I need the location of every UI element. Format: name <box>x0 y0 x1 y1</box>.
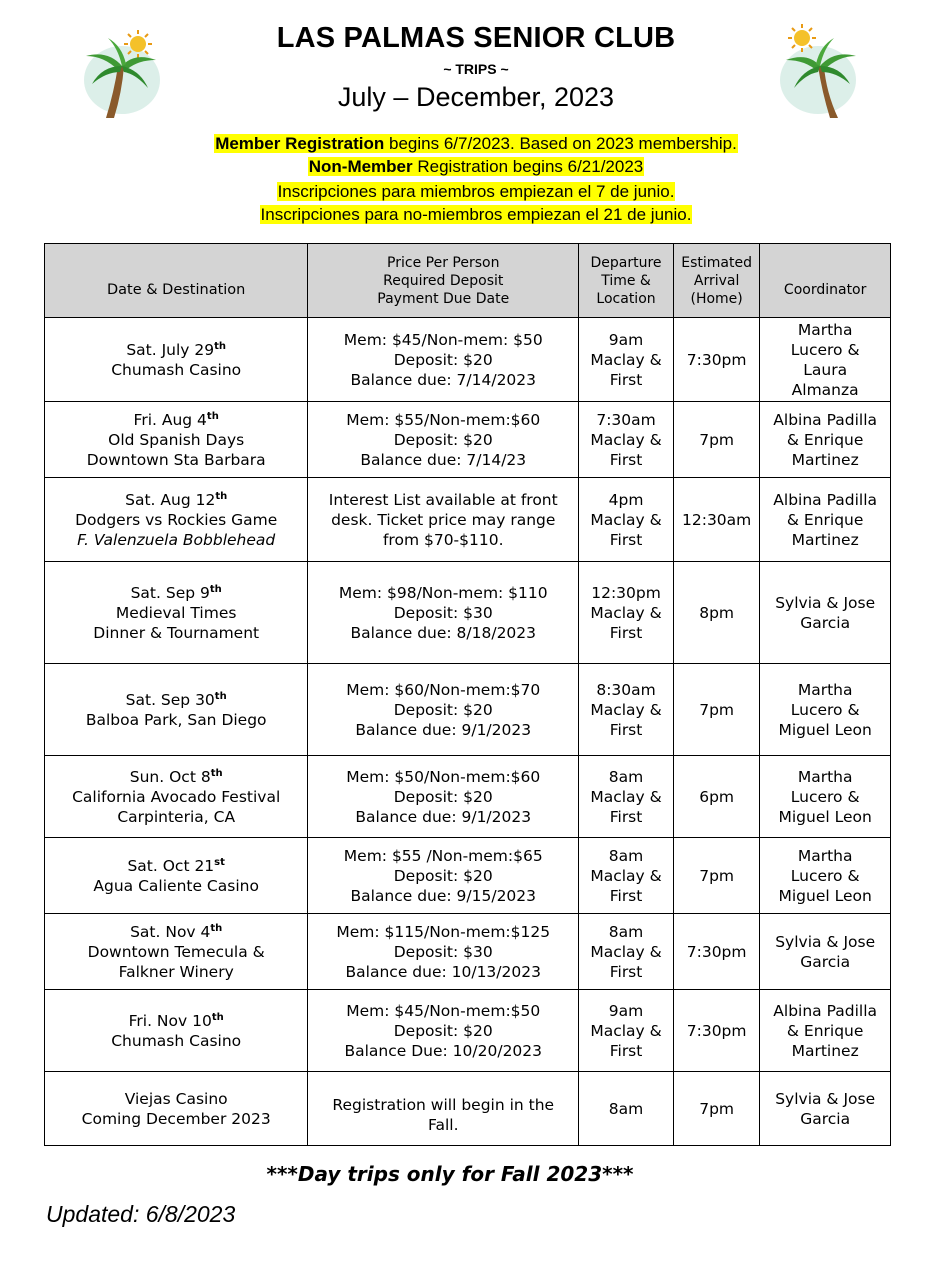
header-coordinator: Coordinator <box>760 244 891 318</box>
table-row <box>45 838 891 914</box>
trip-destination: California Avocado Festival <box>72 787 281 806</box>
departure-line: 8:30am <box>596 680 656 699</box>
table-row <box>45 402 891 478</box>
date-destination-cell <box>45 478 308 562</box>
price-line: Mem: $115/Non-mem:$125 <box>336 922 551 941</box>
coordinator-line: Martinez <box>791 450 859 469</box>
coordinator-cell <box>760 562 891 664</box>
trip-day: Sat. Sep 30 <box>125 690 215 709</box>
price-line: Mem: $98/Non-mem: $110 <box>338 583 548 602</box>
coordinator-line: Laura <box>803 360 848 379</box>
trip-destination: Dodgers vs Rockies Game <box>75 510 278 529</box>
trip-date <box>49 410 303 430</box>
date-destination-cell <box>45 990 308 1072</box>
arrival-cell: 7pm <box>673 664 759 756</box>
date-destination-cell <box>45 664 308 756</box>
table-row <box>45 990 891 1072</box>
departure-line: 9am <box>608 1001 644 1020</box>
coordinator-line: Martha <box>797 320 853 339</box>
price-line: Fall. <box>427 1115 459 1134</box>
coordinator-line: Martinez <box>791 1041 859 1060</box>
price-line: from $70-$110. <box>382 530 504 549</box>
coordinator-line: Sylvia & Jose <box>775 932 876 951</box>
coordinator-line: Albina Padilla <box>773 490 878 509</box>
coordinator-line: Sylvia & Jose <box>775 593 876 612</box>
price-line: Balance due: 10/13/2023 <box>345 962 541 981</box>
non-member-registration-line: Non-Member Registration begins 6/21/2023 <box>308 157 644 176</box>
price-cell <box>308 990 579 1072</box>
coordinator-line: Albina Padilla <box>773 1001 878 1020</box>
price-line: Mem: $45/Non-mem:$50 <box>346 1001 541 1020</box>
departure-line: First <box>609 530 643 549</box>
coordinator-line: & Enrique <box>786 430 864 449</box>
table-row <box>45 664 891 756</box>
coordinator-line: Garcia <box>800 952 851 971</box>
ordinal-suffix: th <box>214 690 227 702</box>
trip-destination: Balboa Park, San Diego <box>85 710 267 729</box>
table-row <box>45 914 891 990</box>
trip-destination: Chumash Casino <box>111 1031 242 1050</box>
trip-day: Fri. Nov 10 <box>128 1011 212 1030</box>
trip-destination: Dinner & Tournament <box>93 623 260 642</box>
page-title: LAS PALMAS SENIOR CLUB <box>276 22 676 54</box>
coordinator-line: & Enrique <box>786 1021 864 1040</box>
price-line: Deposit: $20 <box>393 866 493 885</box>
arrival-cell: 7:30pm <box>673 990 759 1072</box>
updated-date: Updated: 6/8/2023 <box>46 1201 236 1227</box>
arrival-cell: 7pm <box>673 402 759 478</box>
arrival-cell: 7pm <box>673 838 759 914</box>
arrival-cell: 7pm <box>673 1072 759 1146</box>
coordinator-cell <box>760 664 891 756</box>
date-destination-cell <box>45 838 308 914</box>
departure-line: Maclay & <box>590 700 662 719</box>
coordinator-line: Almanza <box>791 380 859 399</box>
table-row <box>45 478 891 562</box>
ordinal-suffix: th <box>210 922 223 934</box>
coordinator-cell <box>760 838 891 914</box>
coordinator-cell <box>760 402 891 478</box>
departure-line: Maclay & <box>590 430 662 449</box>
coordinator-line: Martinez <box>791 530 859 549</box>
price-line: Balance due: 7/14/23 <box>360 450 527 469</box>
arrival-cell: 12:30am <box>673 478 759 562</box>
header-price: Price Per Person Required Deposit Payment Due Date <box>308 244 579 318</box>
coordinator-line: Lucero & <box>790 787 860 806</box>
departure-line: First <box>609 807 643 826</box>
arrival-cell: 8pm <box>673 562 759 664</box>
price-line: Interest List available at front <box>328 490 558 509</box>
table-row <box>45 1072 891 1146</box>
departure-line: First <box>609 623 643 642</box>
trip-day: Sat. Nov 4 <box>130 922 211 941</box>
trip-destination: Falkner Winery <box>118 962 234 981</box>
price-line: Balance due: 9/1/2023 <box>355 720 532 739</box>
coordinator-cell <box>760 1072 891 1146</box>
page-subtitle: ~ TRIPS ~ <box>443 61 509 77</box>
table-row <box>45 562 891 664</box>
date-destination-cell <box>45 402 308 478</box>
coordinator-line: Lucero & <box>790 866 860 885</box>
price-line: Deposit: $20 <box>393 787 493 806</box>
departure-cell <box>579 990 674 1072</box>
trip-date <box>49 856 303 876</box>
departure-line: First <box>609 370 643 389</box>
price-cell <box>308 914 579 990</box>
price-line: Mem: $45/Non-mem: $50 <box>343 330 543 349</box>
header-date-destination: Date & Destination <box>45 244 308 318</box>
coordinator-line: & Enrique <box>786 510 864 529</box>
coordinator-line: Lucero & <box>790 340 860 359</box>
price-line: Deposit: $20 <box>393 1021 493 1040</box>
price-line: Deposit: $20 <box>393 430 493 449</box>
price-cell <box>308 664 579 756</box>
coordinator-cell <box>760 990 891 1072</box>
price-line: Deposit: $30 <box>393 942 493 961</box>
price-line: Mem: $55 /Non-mem:$65 <box>343 846 543 865</box>
coordinator-cell <box>760 914 891 990</box>
departure-line: 4pm <box>608 490 644 509</box>
departure-line: First <box>609 962 643 981</box>
coordinator-line: Sylvia & Jose <box>775 1089 876 1108</box>
trip-day: Sat. Sep 9 <box>130 583 210 602</box>
trip-date <box>49 583 303 603</box>
departure-cell <box>579 756 674 838</box>
price-line: Mem: $55/Non-mem:$60 <box>346 410 541 429</box>
ordinal-suffix: th <box>209 583 222 595</box>
price-line: Balance due: 9/1/2023 <box>355 807 532 826</box>
header-arrival: Estimated Arrival (Home) <box>673 244 759 318</box>
coordinator-line: Miguel Leon <box>778 886 872 905</box>
departure-cell <box>579 914 674 990</box>
trip-destination: Downtown Sta Barbara <box>86 450 266 469</box>
departure-cell <box>579 318 674 402</box>
departure-line: 8am <box>608 846 644 865</box>
spanish-non-member-line: Inscripciones para no-miembros empiezan el 21 de junio. <box>260 205 692 224</box>
price-cell <box>308 318 579 402</box>
price-line: Deposit: $20 <box>393 350 493 369</box>
trip-destination: Medieval Times <box>115 603 237 622</box>
ordinal-suffix: th <box>215 490 228 502</box>
departure-cell <box>579 402 674 478</box>
trip-date <box>49 1011 303 1031</box>
trip-destination: Carpinteria, CA <box>117 807 236 826</box>
table-row <box>45 318 891 402</box>
trip-destination: Agua Caliente Casino <box>93 876 259 895</box>
trip-date <box>49 922 303 942</box>
coordinator-line: Garcia <box>800 1109 851 1128</box>
trip-day: Sat. July 29 <box>126 340 215 359</box>
ordinal-suffix: th <box>210 767 223 779</box>
ordinal-suffix: th <box>211 1011 224 1023</box>
price-line: Mem: $60/Non-mem:$70 <box>346 680 541 699</box>
departure-line: First <box>609 450 643 469</box>
departure-line: First <box>609 886 643 905</box>
price-cell <box>308 562 579 664</box>
price-cell <box>308 478 579 562</box>
trip-date <box>49 767 303 787</box>
price-cell <box>308 838 579 914</box>
trip-day: Sun. Oct 8 <box>129 767 211 786</box>
coordinator-line: Albina Padilla <box>773 410 878 429</box>
departure-cell <box>579 664 674 756</box>
header-departure: Departure Time & Location <box>579 244 674 318</box>
departure-cell <box>579 1072 674 1146</box>
coordinator-line: Martha <box>797 680 853 699</box>
date-destination-cell <box>45 318 308 402</box>
coordinator-line: Miguel Leon <box>778 807 872 826</box>
departure-line: Maclay & <box>590 942 662 961</box>
date-destination-cell <box>45 1072 308 1146</box>
member-registration-line: Member Registration begins 6/7/2023. Based on 2023 membership. <box>215 134 737 153</box>
price-line: Mem: $50/Non-mem:$60 <box>346 767 541 786</box>
price-line: Balance due: 8/18/2023 <box>350 623 537 642</box>
price-line: Balance due: 7/14/2023 <box>350 370 537 389</box>
arrival-cell: 6pm <box>673 756 759 838</box>
spanish-member-line: Inscripciones para miembros empiezan el 7 de junio. <box>277 182 675 201</box>
trip-day: Sat. Aug 12 <box>125 490 216 509</box>
coordinator-cell <box>760 318 891 402</box>
ordinal-suffix: th <box>206 410 219 422</box>
departure-cell <box>579 478 674 562</box>
departure-line: First <box>609 720 643 739</box>
coordinator-line: Garcia <box>800 613 851 632</box>
departure-line: 8am <box>608 1099 644 1118</box>
coordinator-line: Martha <box>797 846 853 865</box>
price-line: Balance due: 9/15/2023 <box>350 886 537 905</box>
departure-line: 12:30pm <box>591 583 661 602</box>
price-line: Registration will begin in the <box>332 1095 555 1114</box>
trips-table <box>44 243 891 1146</box>
departure-line: Maclay & <box>590 787 662 806</box>
coordinator-line: Miguel Leon <box>778 720 872 739</box>
trip-date <box>49 340 303 360</box>
price-line: Deposit: $20 <box>393 700 493 719</box>
price-cell <box>308 402 579 478</box>
price-cell <box>308 756 579 838</box>
date-destination-cell <box>45 756 308 838</box>
ordinal-suffix: th <box>214 340 227 352</box>
departure-line: Maclay & <box>590 866 662 885</box>
ordinal-suffix: st <box>214 856 225 868</box>
departure-line: 9am <box>608 330 644 349</box>
arrival-cell: 7:30pm <box>673 318 759 402</box>
price-line: desk. Ticket price may range <box>331 510 556 529</box>
departure-cell <box>579 838 674 914</box>
trip-destination: Chumash Casino <box>111 360 242 379</box>
departure-cell <box>579 562 674 664</box>
price-cell <box>308 1072 579 1146</box>
trip-day: Viejas Casino <box>124 1089 228 1108</box>
trip-note: F. Valenzuela Bobblehead <box>77 530 276 549</box>
price-line: Balance Due: 10/20/2023 <box>344 1041 543 1060</box>
trip-date <box>49 690 303 710</box>
coordinator-cell <box>760 478 891 562</box>
coordinator-line: Martha <box>797 767 853 786</box>
trip-date <box>49 1089 303 1109</box>
trip-date <box>49 490 303 510</box>
coordinator-cell <box>760 756 891 838</box>
date-destination-cell <box>45 914 308 990</box>
departure-line: 7:30am <box>596 410 656 429</box>
departure-line: Maclay & <box>590 350 662 369</box>
departure-line: 8am <box>608 922 644 941</box>
coordinator-line: Lucero & <box>790 700 860 719</box>
trip-day: Sat. Oct 21 <box>127 856 215 875</box>
price-line: Deposit: $30 <box>393 603 493 622</box>
table-row <box>45 756 891 838</box>
trip-destination: Downtown Temecula & <box>87 942 265 961</box>
day-trips-note: ***Day trips only for Fall 2023*** <box>266 1162 634 1186</box>
date-range: July – December, 2023 <box>337 82 615 112</box>
departure-line: Maclay & <box>590 603 662 622</box>
departure-line: First <box>609 1041 643 1060</box>
date-destination-cell <box>45 562 308 664</box>
trip-day: Fri. Aug 4 <box>133 410 207 429</box>
departure-line: Maclay & <box>590 1021 662 1040</box>
departure-line: 8am <box>608 767 644 786</box>
table-header-row <box>45 244 891 318</box>
departure-line: Maclay & <box>590 510 662 529</box>
trip-destination: Old Spanish Days <box>108 430 245 449</box>
trip-destination: Coming December 2023 <box>81 1109 271 1128</box>
arrival-cell: 7:30pm <box>673 914 759 990</box>
